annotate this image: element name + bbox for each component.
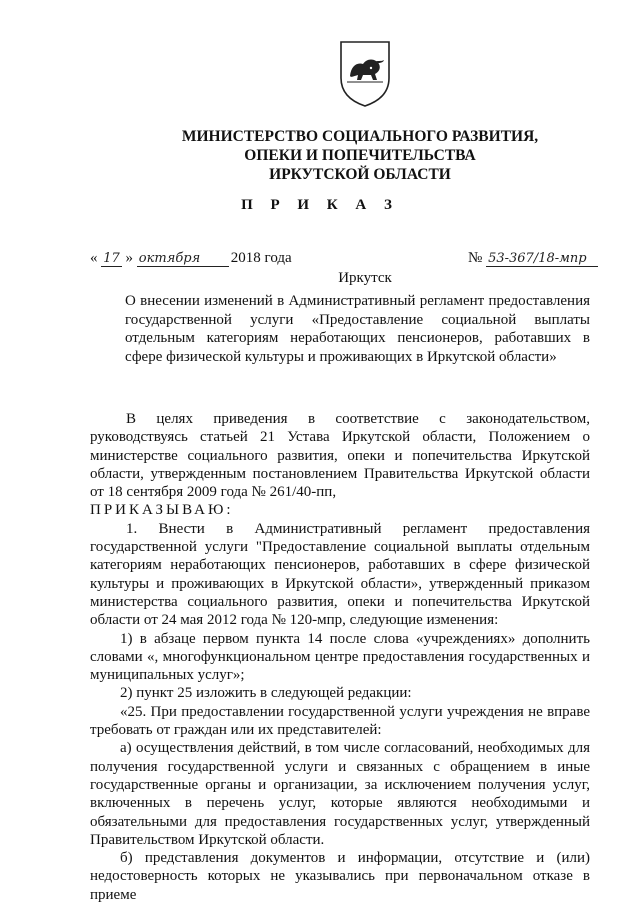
item-1-paragraph: 1. Внести в Административный регламент предоставления государственной услуги "Предоставление социальной выплаты отдельным категориям неработающих пенсионеров, работавших в сфере физической культуры и проживающих в Иркутской области», утвержденный приказом министерства социального развития, опеки и попечительства Иркутской области от 24 мая 2012 года № 120-мпр, следующие изменения:: [90, 520, 590, 629]
preamble-paragraph: В целях приведения в соответствие с законодательством, руководствуясь статьей 21 Устава Иркутской области, Положением о министерстве социального развития, опеки и попечительства Иркутской области, утвержденным постановлением Правительства Иркутской области от 18 сентября 2009 года № 261/40-пп,: [90, 411, 590, 501]
subitem-1-paragraph: 1) в абзаце первом пункта 14 после слова «учреждениях» дополнить словами «, многофункциональном центре предоставления государственных и муниципальных услуг»;: [90, 630, 590, 684]
number-value: 53-367/18-мпр: [486, 251, 598, 267]
order-date: [90, 250, 292, 267]
quote-point-25: «25. При предоставлении государственной услуги учреждения не вправе требовать от граждан или их представителей:: [90, 703, 590, 739]
coat-of-arms-icon: [337, 38, 393, 108]
point-b-paragraph: б) представления документов и информации, отсутствие и (или) недостоверность которых не указывались при первоначальном отказе в приеме: [90, 850, 590, 903]
order-number: [468, 250, 598, 267]
ministry-header: [120, 127, 600, 184]
date-day: 17: [103, 251, 120, 266]
subitem-2-paragraph: 2) пункт 25 изложить в следующей редакции:: [120, 685, 412, 702]
order-title: П Р И К А З: [241, 197, 399, 213]
ministry-name-line-2: ОПЕКИ И ПОПЕЧИТЕЛЬСТВА: [244, 147, 476, 164]
point-a-paragraph: а) осуществления действий, в том числе согласований, необходимых для получения государственной услуги и связанных с обращением в иные государственные органы и организации, за исключением получения услуг, включенных в перечень услуг, которые являются необходимыми и обязательными для предоставления государственных услуг, утвержденный Правительством Иркутской области.: [90, 740, 590, 848]
number-prefix: №: [468, 250, 483, 266]
order-word: ПРИКАЗЫВАЮ:: [90, 502, 234, 519]
ministry-name-line-1: МИНИСТЕРСТВО СОЦИАЛЬНОГО РАЗВИТИЯ,: [181, 128, 539, 145]
date-month: октября: [137, 251, 229, 267]
date-open-quote: «: [90, 250, 98, 266]
date-close-quote: »: [125, 250, 134, 266]
order-subject: О внесении изменений в Административный регламент предоставления государственной услуги «Предоставление социальной выплаты отдельным категориям неработающих пенсионеров, работавших в сфере физической культуры и проживающих в Иркутской области»: [125, 293, 590, 365]
ministry-name-line-3: ИРКУТСКОЙ ОБЛАСТИ: [269, 166, 451, 183]
city: Иркутск: [338, 270, 392, 286]
date-year: 2018 года: [230, 250, 292, 266]
order-body: [90, 410, 590, 904]
